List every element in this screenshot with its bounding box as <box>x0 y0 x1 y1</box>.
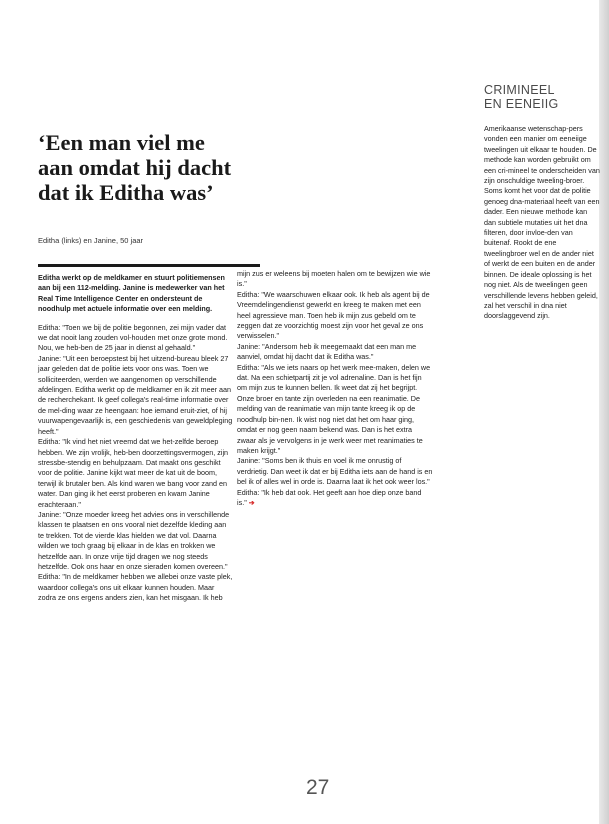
sidebar-title-line-2: EN EENEIIG <box>484 96 559 111</box>
paragraph: Editha: "We waarschuwen elkaar ook. Ik heb als agent bij de Vreemdelingendienst gewerkt en kreeg te maken met een heel agressieve man. Toen heb ik mijn zus gebeld om te zeggen dat ze voorzichtig moest zijn voor het geval ze ons verwisselen." <box>237 289 430 341</box>
paragraph: Editha: "Ik vind het niet vreemd dat we het-zelfde beroep hebben. We zijn vrolijk, heb-ben doorzettingsvermogen, zijn stressbe-stendig en behulpzaam. Dat maakt ons geschikt voor de politie. Janine kijkt wat meer de kat uit de boom, terwijl ik brutaler ben. Als kind waren we bang voor zand en water. Dan ging ik het eerst proberen en kwam Janine erachteraan." <box>38 437 229 509</box>
sidebar-body: Amerikaanse wetenschap-pers vonden een manier om eeneiige tweelingen uit elkaar te houden. De methode kan worden gebruikt om een cri-mineel te onderscheiden van zijn onschuldige tweeling-broer. Soms komt het voor dat de politie genoeg dna-materiaal heeft van een dader. Een nieuwe methode kan dan subtiele mutaties uit het dna filteren, door invloe-den van buitenaf. Rookt de ene tweelingbroer wel en de ander niet of werkt de een buiten en de ander binnen. De ideale oplossing is het nog niet. Als de tweelingen geen verschillende levens hebben geleid, zal het verschil in dna niet doorslaggevend zijn. <box>484 124 600 321</box>
page-edge-shadow <box>599 0 609 824</box>
paragraph: Editha: "Als we iets naars op het werk mee-maken, delen we dat. Na een schietpartij zit je vol adrenaline. Dan is het fijn om mijn zus te kunnen bellen. Ik weet dat zij het begrijpt. Onze broer en tante zijn overleden na een reanimatie. De melding van de reanimatie van mijn tante kreeg ik op de noodhulp bin-nen. Ik wist nog niet dat het om haar ging, omdat er nog geen naam bekend was. Dan is het extra zwaar als je vervolgens in je werk weer met reanimaties te maken krijgt." <box>237 362 431 455</box>
sidebar-title-line-1: CRIMINEEL <box>484 83 555 97</box>
paragraph: mijn zus er weleens bij moeten halen om te bewijzen wie wie is." <box>237 269 431 289</box>
paragraph: Editha: "In de meldkamer hebben we allebei onze vaste plek, waardoor collega's ons uit elkaar kunnen houden. Maar zodra ze ons ergens anders zien, kan het misgaan. Ik heb <box>38 572 233 603</box>
paragraph: Janine: "Uit een beroepstest bij het uitzend-bureau bleek 27 jaar geleden dat de politie iets voor ons was. Toen we solliciteerden, werden we aangenomen op verschillende afdelingen. Editha werkt op de meldkamer en ik zit meer aan de recherchekant. Ik geef collega's real-time informatie over de mel-ding waar ze heengaan: hoe iemand eruit-ziet, of hij vuurwapengevaarlijk is, een geschiedenis van geweldpleging heeft." <box>38 353 233 436</box>
paragraph: Janine: "Onze moeder kreeg het advies ons in verschillende klassen te plaatsen en ons vooral niet dezelfde kleding aan te trekken. Tot de vierde klas hielden we dat vol. Daarna wilden we toch graag bij elkaar in de klas en trokken we hetzelfde aan. In onze vrije tijd dragen we nog steeds hetzelfde. Ook ons haar en onze sieraden komen overeen." <box>38 509 230 571</box>
headline-rule <box>38 264 260 267</box>
photo-caption: Editha (links) en Janine, 50 jaar <box>38 236 144 245</box>
paragraph: Editha: "Toen we bij de politie begonnen, zei mijn vader dat we dat nooit lang zouden vol-houden met onze grote mond. Nou, we heb-ben de 25 jaar in dienst al gehaald." <box>38 322 228 353</box>
article-column-2 <box>237 269 433 508</box>
article-column-1 <box>38 273 234 604</box>
paragraph: Janine: "Soms ben ik thuis en voel ik me onrustig of verdrietig. Dan weet ik dat er bij Editha iets aan de hand is en bel ik of alles wel in orde is. Daarna laat ik het ook weer los." <box>237 456 433 487</box>
continue-arrow-icon: ➔ <box>248 497 255 507</box>
paragraph-text: Editha: "Ik heb dat ook. Het geeft aan hoe diep onze band is." <box>237 487 422 507</box>
paragraph: Janine: "Andersom heb ik meegemaakt dat een man me aanviel, omdat hij dacht dat ik Editha was." <box>237 341 417 362</box>
article-intro: Editha werkt op de meldkamer en stuurt politiemensen aan bij een 112-melding. Janine is medewerker van het Real Time Intelligence Center en ondersteunt de noodhulp met actuele informatie over een melding. <box>38 273 225 314</box>
sidebar-title <box>484 84 559 111</box>
article-headline: ‘Een man viel me aan omdat hij dacht dat ik Editha was’ <box>38 130 232 205</box>
page-number: 27 <box>306 776 330 799</box>
paragraph-final <box>237 488 433 509</box>
